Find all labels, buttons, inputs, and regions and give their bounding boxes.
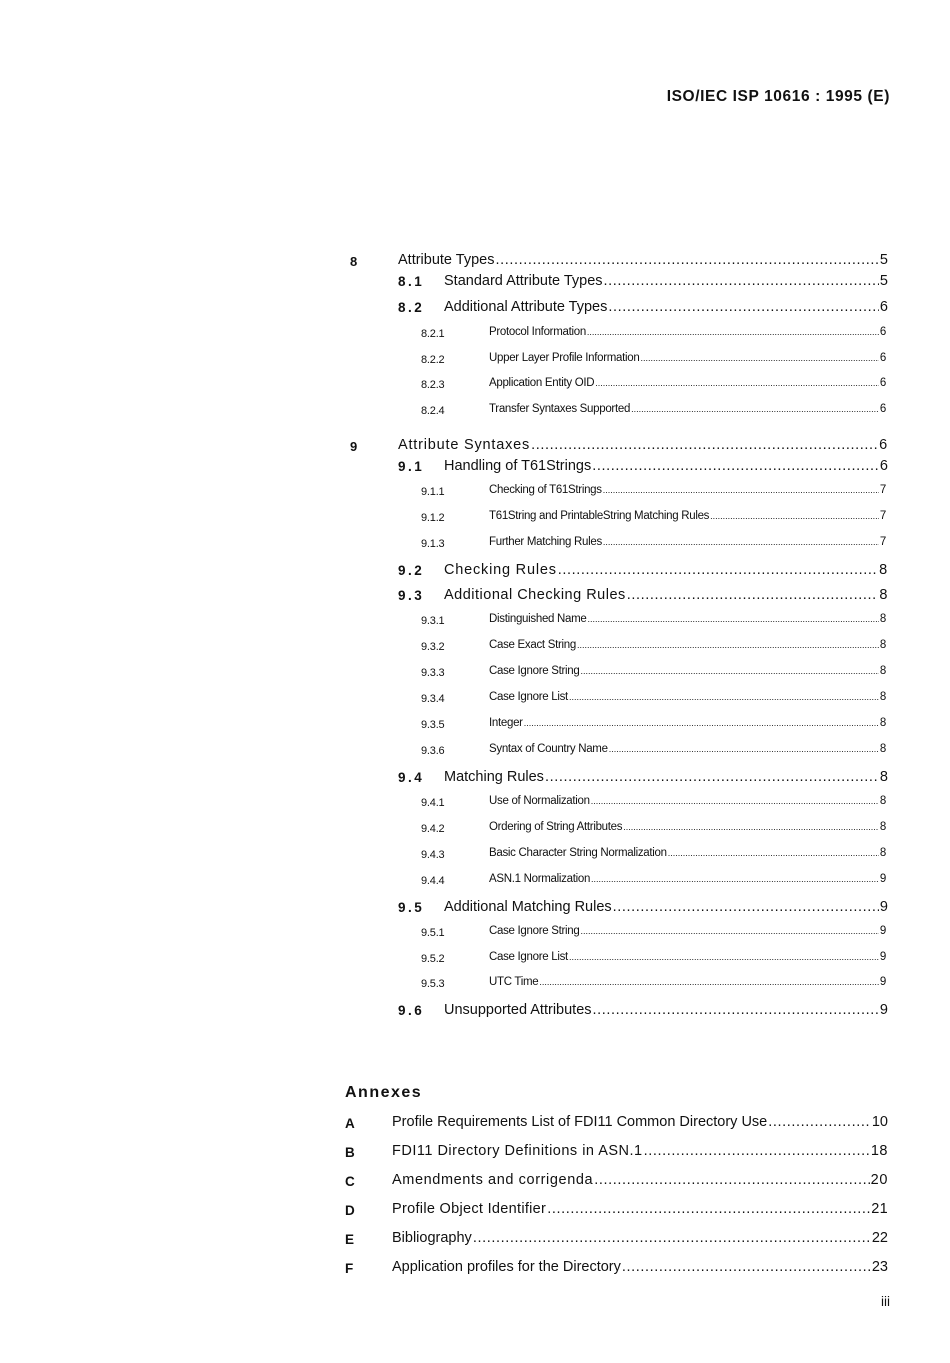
- toc-entry: [0, 821, 950, 841]
- annex-page: 20: [870, 1172, 888, 1188]
- toc-entry-title: Upper Layer Profile Information: [489, 352, 640, 364]
- toc-entry: [0, 873, 950, 893]
- toc-entry: [0, 639, 950, 659]
- toc-entry: [0, 769, 950, 789]
- toc-entry: [0, 536, 950, 556]
- toc-entry: [0, 299, 950, 319]
- toc-entry-number: 9.5.2: [421, 953, 445, 965]
- toc-entry: [0, 976, 950, 996]
- toc-entry-page: 8: [879, 665, 886, 677]
- toc-entry-page: 8: [879, 639, 886, 651]
- toc-entry-title: Use of Normalization: [489, 795, 590, 807]
- annex-entry: [0, 1143, 950, 1163]
- toc-entry: [0, 925, 950, 945]
- annex-page: 23: [871, 1259, 888, 1275]
- annex-page: 21: [871, 1201, 888, 1217]
- annexes-heading: Annexes: [345, 1084, 423, 1101]
- annex-entry: [0, 1114, 950, 1134]
- toc-entry: [0, 458, 950, 478]
- toc-entry-title: Case Ignore List: [489, 951, 568, 963]
- toc-entry-number: 8.2.1: [421, 328, 445, 340]
- toc-entry-number: 9.1.3: [421, 538, 445, 550]
- toc-entry-number: 8.2.2: [421, 354, 445, 366]
- toc-entry-number: 9.3.4: [421, 693, 445, 705]
- toc-entry: [0, 1002, 950, 1022]
- toc-entry-title: Additional Attribute Types: [444, 299, 608, 315]
- toc-entry-title: Application Entity OID: [489, 377, 595, 389]
- toc-entry-page: 9: [879, 976, 886, 988]
- toc-entry-page: 5: [879, 252, 888, 268]
- annex-letter: B: [345, 1145, 355, 1160]
- toc-entry-title: Checking Rules: [444, 562, 557, 578]
- toc-entry-number: 9.5.3: [421, 978, 445, 990]
- toc-entry-page: 6: [879, 437, 888, 453]
- toc-entry: [0, 665, 950, 685]
- toc-entry: [0, 437, 950, 457]
- toc-entry: [0, 613, 950, 633]
- toc-entry-title: Transfer Syntaxes Supported: [489, 403, 631, 415]
- annex-title: Profile Object Identifier: [392, 1201, 547, 1217]
- toc-entry-page: 8: [879, 717, 886, 729]
- toc-entry-page: 8: [879, 743, 886, 755]
- toc-entry: [0, 795, 950, 815]
- toc-entry-number: 9.3.6: [421, 745, 445, 757]
- annex-letter: C: [345, 1174, 355, 1189]
- toc-entry-title: Further Matching Rules: [489, 536, 602, 548]
- toc-entry-page: 6: [879, 326, 886, 338]
- toc-entry: [0, 377, 950, 397]
- toc-entry-page: 6: [879, 299, 888, 315]
- toc-entry-title: Distinguished Name: [489, 613, 587, 625]
- document-header: ISO/IEC ISP 10616 : 1995 (E): [666, 88, 890, 105]
- toc-entry-number: 9.4: [398, 770, 425, 785]
- annex-letter: A: [345, 1116, 355, 1131]
- annex-entry: [0, 1259, 950, 1279]
- toc-entry-page: 8: [879, 795, 886, 807]
- toc-entry-page: 6: [879, 458, 888, 474]
- toc-entry-page: 7: [879, 536, 886, 548]
- toc-entry-number: 9.6: [398, 1003, 425, 1018]
- toc-entry-title: Protocol Information: [489, 326, 586, 338]
- toc-entry-title: ASN.1 Normalization: [489, 873, 591, 885]
- toc-entry-page: 5: [879, 273, 888, 289]
- annex-page: 22: [871, 1230, 888, 1246]
- annex-letter: E: [345, 1232, 355, 1247]
- toc-entry: [0, 326, 950, 346]
- toc-entry: [0, 847, 950, 867]
- toc-entry-page: 8: [879, 562, 888, 578]
- toc-entry-number: 9.1.2: [421, 512, 445, 524]
- toc-entry-title: Case Ignore String: [489, 665, 580, 677]
- toc-entry-title: Integer: [489, 717, 523, 729]
- toc-entry: [0, 273, 950, 293]
- toc-entry-number: 8.2.4: [421, 405, 445, 417]
- toc-entry-page: 8: [879, 587, 888, 603]
- toc-entry-title: Case Exact String: [489, 639, 576, 651]
- toc-entry-number: 9.4.2: [421, 823, 445, 835]
- toc-entry: [0, 352, 950, 372]
- annex-title: Amendments and corrigenda: [392, 1172, 594, 1188]
- toc-entry-title: Matching Rules: [444, 769, 544, 785]
- annex-title: Profile Requirements List of FDI11 Common Directory Use: [392, 1114, 768, 1130]
- toc-entry-title: Standard Attribute Types: [444, 273, 603, 289]
- page-number: iii: [881, 1294, 890, 1309]
- toc-entry-title: Basic Character String Normalization: [489, 847, 667, 859]
- toc-entry-title: UTC Time: [489, 976, 539, 988]
- toc-entry: [0, 484, 950, 504]
- toc-entry: [0, 951, 950, 971]
- annex-title: Bibliography: [392, 1230, 472, 1246]
- toc-entry-number: 9.5.1: [421, 927, 445, 939]
- annex-entry: [0, 1201, 950, 1221]
- toc-entry-page: 9: [879, 899, 888, 915]
- toc-entry: [0, 510, 950, 530]
- toc-entry: [0, 562, 950, 582]
- annex-letter: D: [345, 1203, 355, 1218]
- toc-entry-page: 8: [879, 821, 886, 833]
- toc-entry-number: 9.1.1: [421, 486, 445, 498]
- toc-entry-title: Syntax of Country Name: [489, 743, 608, 755]
- toc-entry: [0, 587, 950, 607]
- toc-entry-number: 9.2: [398, 563, 425, 578]
- annex-letter: F: [345, 1261, 354, 1276]
- toc-entry-number: 9.1: [398, 459, 425, 474]
- toc-entry-title: Case Ignore List: [489, 691, 568, 703]
- toc-entry-number: 9: [350, 439, 358, 454]
- toc-entry-title: Unsupported Attributes: [444, 1002, 592, 1018]
- toc-entry: [0, 252, 950, 272]
- toc-entry-title: Checking of T61Strings: [489, 484, 602, 496]
- toc-entry-page: 8: [879, 769, 888, 785]
- toc-entry-page: 9: [879, 873, 886, 885]
- toc-entry: [0, 691, 950, 711]
- annex-page: 18: [870, 1143, 888, 1159]
- toc-entry-title: T61String and PrintableString Matching Rules: [489, 510, 710, 522]
- annex-title: Application profiles for the Directory: [392, 1259, 621, 1275]
- toc-entry-page: 6: [879, 403, 886, 415]
- toc-entry-number: 9.3.3: [421, 667, 445, 679]
- toc-entry: [0, 743, 950, 763]
- toc-entry: [0, 717, 950, 737]
- annex-entry: [0, 1172, 950, 1192]
- toc-entry-page: 6: [879, 377, 886, 389]
- toc-entry-page: 6: [879, 352, 886, 364]
- toc-entry-page: 8: [879, 691, 886, 703]
- toc-entry-title: Attribute Types: [398, 252, 495, 268]
- toc-entry-page: 7: [879, 484, 886, 496]
- toc-entry: [0, 899, 950, 919]
- toc-entry-title: Handling of T61Strings: [444, 458, 592, 474]
- toc-entry-number: 8.1: [398, 274, 425, 289]
- toc-entry-page: 8: [879, 847, 886, 859]
- toc-entry-page: 9: [879, 925, 886, 937]
- toc-entry: [0, 403, 950, 423]
- annex-page: 10: [871, 1114, 888, 1130]
- toc-entry-number: 9.5: [398, 900, 425, 915]
- toc-entry-title: Additional Matching Rules: [444, 899, 612, 915]
- toc-entry-title: Additional Checking Rules: [444, 587, 626, 603]
- toc-entry-page: 7: [879, 510, 886, 522]
- toc-entry-number: 9.4.1: [421, 797, 445, 809]
- toc-entry-number: 9.4.3: [421, 849, 445, 861]
- toc-entry-page: 9: [879, 951, 886, 963]
- toc-entry-title: Case Ignore String: [489, 925, 580, 937]
- toc-entry-title: Ordering of String Attributes: [489, 821, 623, 833]
- toc-entry-number: 9.3.5: [421, 719, 445, 731]
- annex-title: FDI11 Directory Definitions in ASN.1: [392, 1143, 643, 1159]
- annex-entry: [0, 1230, 950, 1250]
- toc-entry-number: 8.2: [398, 300, 425, 315]
- toc-entry-title: Attribute Syntaxes: [398, 437, 531, 453]
- toc-entry-number: 9.3: [398, 588, 425, 603]
- toc-entry-number: 8: [350, 254, 358, 269]
- toc-entry-page: 9: [879, 1002, 888, 1018]
- toc-entry-number: 9.4.4: [421, 875, 445, 887]
- toc-entry-number: 9.3.1: [421, 615, 445, 627]
- toc-entry-number: 8.2.3: [421, 379, 445, 391]
- toc-entry-number: 9.3.2: [421, 641, 445, 653]
- toc-entry-page: 8: [879, 613, 886, 625]
